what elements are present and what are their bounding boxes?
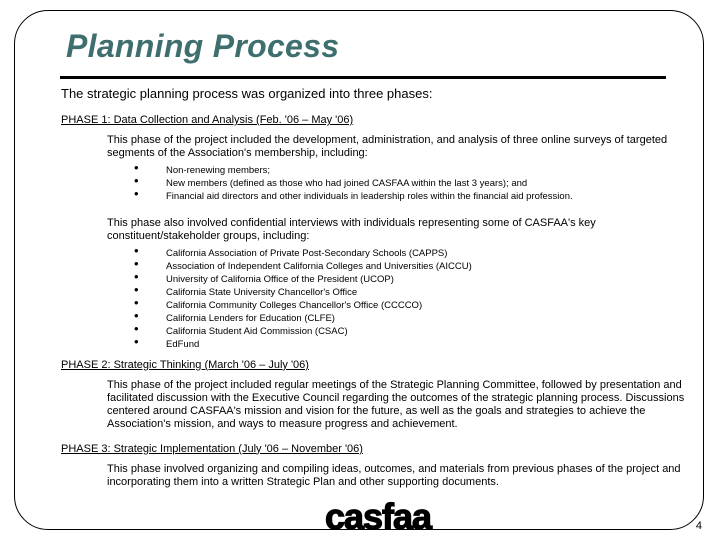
list-item-text: California Community Colleges Chancellor's Office (CCCCO) — [166, 299, 423, 311]
casfaa-logo-text: casfaa — [324, 499, 432, 535]
bullet-icon: • — [134, 242, 139, 258]
bullet-icon: • — [134, 268, 139, 284]
list-item — [107, 185, 691, 203]
list-item-text: EdFund — [166, 338, 200, 350]
list-item-text: California Lenders for Education (CLFE) — [166, 312, 335, 324]
list-item — [107, 268, 691, 286]
list-item — [107, 255, 691, 273]
page-number: 4 — [695, 520, 702, 532]
list-item-text: California State University Chancellor's Office — [166, 286, 358, 298]
list-item-text: California Association of Private Post-Secondary Schools (CAPPS) — [166, 247, 448, 259]
slide-title: Planning Process — [66, 28, 340, 64]
phase1-stakeholder-list — [107, 242, 691, 351]
list-item — [107, 320, 691, 338]
bullet-icon: • — [134, 307, 139, 323]
list-item — [107, 172, 691, 190]
phase1-heading: PHASE 1: Data Collection and Analysis (Feb. '06 – May '06) — [61, 114, 354, 126]
list-item — [107, 307, 691, 325]
phase3-paragraph: This phase involved organizing and compiling ideas, outcomes, and materials from previous phases of the project and incorporating them into a written Strategic Plan and other supporting documents. — [107, 462, 681, 488]
phase2-paragraph: This phase of the project included regular meetings of the Strategic Planning Committee, followed by presentation and facilitated discussion with the Executive Council regarding the outcomes of the strategic planning process. Discussions centered around CASFAA's mission and vision for the future, as well as the goals and strategies to achieve the Association's mission, and ways to measure progress and achievement. — [107, 378, 685, 430]
intro-text: The strategic planning process was organized into three phases: — [61, 86, 433, 101]
bullet-icon: • — [134, 172, 139, 188]
list-item-text: California Student Aid Commission (CSAC) — [166, 325, 348, 337]
phase3-heading: PHASE 3: Strategic Implementation (July '06 – November '06) — [61, 442, 363, 455]
phase1-paragraph-1: This phase of the project included the development, administration, and analysis of three online surveys of targeted segments of the Association's membership, including: — [107, 134, 668, 159]
slide-content — [61, 86, 691, 493]
bullet-icon: • — [134, 159, 139, 175]
bullet-icon: • — [134, 281, 139, 297]
list-item — [107, 281, 691, 299]
bullet-icon: • — [134, 294, 139, 310]
bullet-icon: • — [134, 185, 139, 201]
bullet-icon: • — [134, 255, 139, 271]
list-item — [107, 333, 691, 351]
list-item-text: New members (defined as those who had joined CASFAA within the last 3 years); and — [166, 177, 528, 189]
title-underline — [60, 76, 666, 79]
list-item-text: University of California Office of the President (UCOP) — [166, 273, 394, 285]
phase2-heading: PHASE 2: Strategic Thinking (March '06 – July '06) — [61, 358, 309, 371]
list-item-text: Financial aid directors and other individuals in leadership roles within the financial aid profession. — [166, 190, 573, 202]
casfaa-logo — [318, 499, 438, 535]
phase1-paragraph-2: This phase also involved confidential interviews with individuals representing some of CASFAA's key constituent/stakeholder groups, including: — [107, 216, 596, 242]
bullet-icon: • — [134, 320, 139, 336]
list-item — [107, 242, 691, 260]
bullet-icon: • — [134, 333, 139, 349]
list-item-text: Association of Independent California Colleges and Universities (AICCU) — [166, 260, 472, 272]
list-item — [107, 159, 691, 177]
list-item — [107, 294, 691, 312]
phase1-survey-list — [107, 159, 691, 203]
list-item-text: Non-renewing members; — [166, 164, 271, 176]
